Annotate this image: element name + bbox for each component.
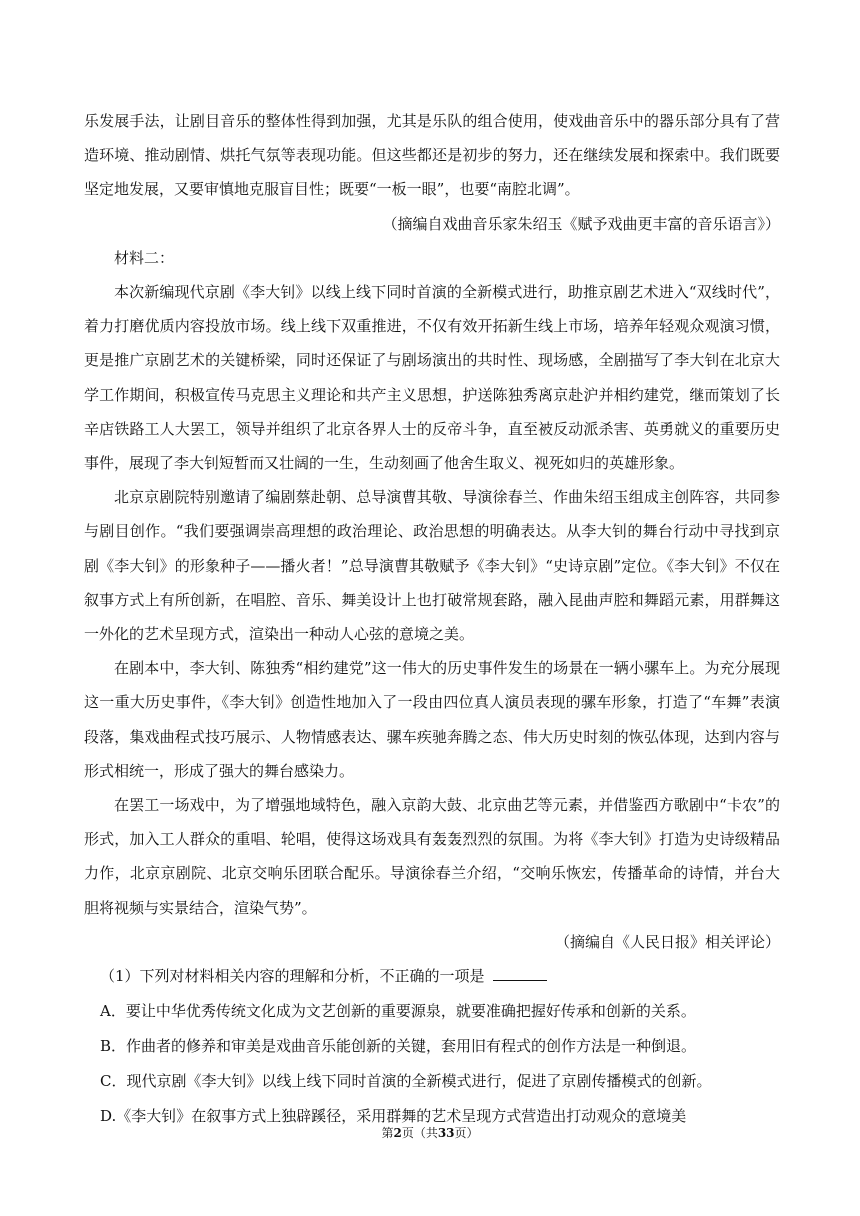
option-c: C．现代京剧《李大钊》以线上线下同时首演的全新模式进行，促进了京剧传播模式的创新。	[100, 1072, 712, 1091]
option-b: B．作曲者的修养和审美是戏曲音乐能创新的关键，套用旧有程式的创作方法是一种倒退。	[100, 1037, 697, 1056]
material1-source: （摘编自戏曲音乐家朱绍玉《赋予戏曲更丰富的音乐语言》）	[382, 214, 780, 233]
footer-total-pages: 33	[437, 1126, 455, 1140]
material2-paragraph-1: 本次新编现代京剧《李大钊》以线上线下同时首演的全新模式进行，助推京剧艺术进入“双线时代”，着力打磨优质内容投放市场。线上线下双重推进，不仅有效开拓新生线上市场，培养年轻观众观演习惯，更是推广京剧艺术的关键桥梁，同时还保证了与剧场演出的共时性、现场感，全剧描写了李大钊在北京大学工作期间，积极宣传马克思主义理论和共产主义思想，护送陈独秀离京赴沪并相约建党，继而策划了长辛店铁路工人大罢工，领导并组织了北京各界人士的反帝斗争，直至被反动派杀害、英勇就义的重要历史事件，展现了李大钊短暂而又壮阔的一生，生动刻画了他舍生取义、视死如归的英雄形象。	[84, 283, 780, 473]
footer-page-number: 2	[393, 1126, 402, 1140]
answer-blank	[493, 966, 547, 981]
footer-suffix: 页）	[454, 1126, 479, 1140]
material2-label: 材料二：	[114, 248, 175, 267]
footer-prefix: 第	[381, 1126, 394, 1140]
footer-middle: 页（共	[401, 1126, 438, 1140]
question-stem-text: （1）下列对材料相关内容的理解和分析，不正确的一项是	[100, 967, 485, 986]
question-stem	[84, 959, 780, 994]
material2-paragraph-3: 在剧本中，李大钊、陈独秀“相约建党”这一伟大的历史事件发生的场景在一辆小骡车上。为充分展现这一重大历史事件，《李大钊》创造性地加入了一段由四位真人演员表现的骡车形象，打造了“车舞”表演段落，集戏曲程式技巧展示、人物情感表达、骡车疾驰奔腾之态、伟大历史时刻的恢弘体现，达到内容与形式相统一，形成了强大的舞台感染力。	[84, 659, 780, 780]
page-content	[84, 104, 780, 1134]
material1-paragraph-tail: 乐发展手法，让剧目音乐的整体性得到加强，尤其是乐队的组合使用，使戏曲音乐中的器乐部分具有了营造环境、推动剧情、烘托气氛等表现功能。但这些都还是初步的努力，还在继续发展和探索中。我们既要坚定地发展，又要审慎地克服盲目性；既要“一板一眼”，也要“南腔北调”。	[84, 112, 780, 199]
material2-paragraph-4: 在罢工一场戏中，为了增强地域特色，融入京韵大鼓、北京曲艺等元素，并借鉴西方歌剧中“卡农”的形式，加入工人群众的重唱、轮唱，使得这场戏具有轰轰烈烈的氛围。为将《李大钊》打造为史诗级精品力作，北京京剧院、北京交响乐团联合配乐。导演徐春兰介绍，“交响乐恢宏，传播革命的诗情，并台大胆将视频与实景结合，渲染气势”。	[84, 796, 780, 917]
page-footer	[0, 1124, 860, 1141]
option-a: A．要让中华优秀传统文化成为文艺创新的重要源泉，就要准确把握好传承和创新的关系。	[100, 1002, 696, 1021]
material2-paragraph-2: 北京京剧院特别邀请了编剧蔡赴朝、总导演曹其敬、导演徐春兰、作曲朱绍玉组成主创阵容，共同参与剧目创作。“我们要强调崇高理想的政治理论、政治思想的明确表达。从李大钊的舞台行动中寻找到京剧《李大钊》的形象种子——播火者！”总导演曹其敬赋予《李大钊》“史诗京剧”定位。《李大钊》不仅在叙事方式上有所创新，在唱腔、音乐、舞美设计上也打破常规套路，融入昆曲声腔和舞蹈元素，用群舞这一外化的艺术呈现方式，渲染出一种动人心弦的意境之美。	[84, 488, 780, 644]
option-d: D.《李大钊》在叙事方式上独辟蹊径，采用群舞的艺术呈现方式营造出打动观众的意境美	[100, 1107, 687, 1126]
material2-source: （摘编自《人民日报》相关评论）	[554, 932, 780, 951]
